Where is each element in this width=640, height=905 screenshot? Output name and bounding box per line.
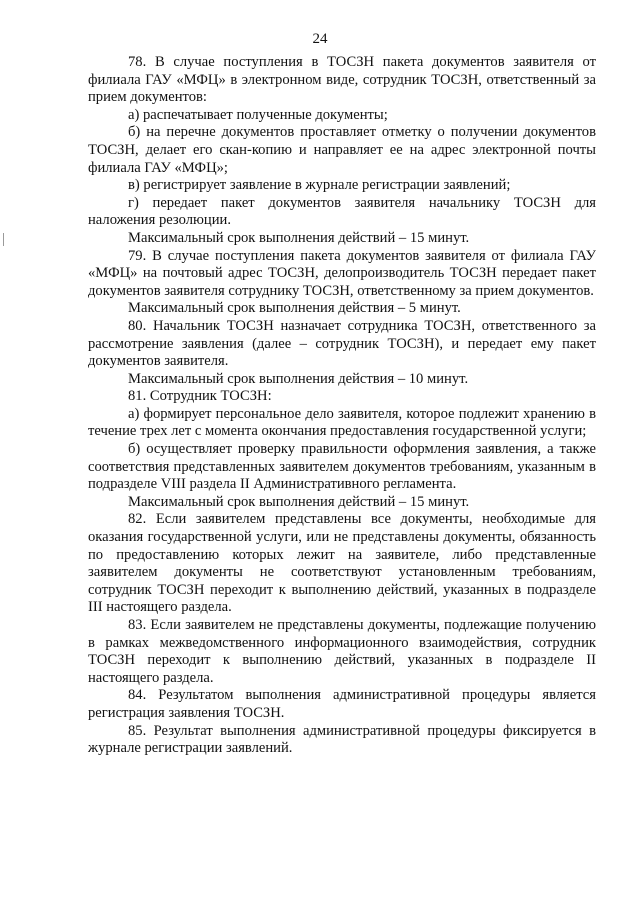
paragraph-79: 79. В случае поступления пакета документов заявителя от филиала ГАУ «МФЦ» на почтовый адрес ТОСЗН, делопроизводитель ТОСЗН передает пакет документов заявителя сотруднику ТОСЗН, ответственному за прием документов. (88, 247, 596, 299)
paragraph-78-v: в) регистрирует заявление в журнале регистрации заявлений; (128, 177, 511, 194)
paragraph-78: 78. В случае поступления в ТОСЗН пакета документов заявителя от филиала ГАУ «МФЦ» в электронном виде, сотрудник ТОСЗН, ответственный за прием документов: (88, 54, 596, 106)
paragraph-84: 84. Результатом выполнения административной процедуры является регистрация заявления ТОСЗН. (88, 687, 596, 721)
max-time-79: Максимальный срок выполнения действия – 5 минут. (128, 300, 461, 317)
max-time-81: Максимальный срок выполнения действий – 15 минут. (128, 493, 470, 510)
paragraph-78-b: б) на перечне документов проставляет отметку о получении документов ТОСЗН, делает его скан-копию и направляет ее на адрес электронной почты филиала ГАУ «МФЦ»; (88, 124, 596, 176)
paragraph-80: 80. Начальник ТОСЗН назначает сотрудника ТОСЗН, ответственного за рассмотрение заявления (далее – сотрудник ТОСЗН), и передает ему пакет документов заявителя. (88, 317, 596, 370)
paragraph-78-g: г) передает пакет документов заявителя начальнику ТОСЗН для наложения резолюции. (88, 194, 596, 229)
paragraph-81-b: б) осуществляет проверку правильности оформления заявления, а также соответствия представленных заявителем документов требованиям, указанным в подразделе VIII раздела II Административного регламента. (88, 441, 596, 493)
paragraph-85: 85. Результат выполнения административной процедуры фиксируется в журнале регистрации заявлений. (88, 722, 596, 757)
max-time-78: Максимальный срок выполнения действий – 15 минут. (128, 229, 470, 246)
page-number: 24 (312, 31, 328, 47)
max-time-80: Максимальный срок выполнения действия – 10 минут. (128, 370, 469, 387)
document-body (88, 54, 596, 758)
scan-edge-mark (3, 233, 4, 246)
paragraph-78-a: а) распечатывает полученные документы; (128, 106, 388, 123)
paragraph-83: 83. Если заявителем не представлены документы, подлежащие получению в рамках межведомственного информационного взаимодействия, сотрудник ТОСЗН переходит к выполнению действий, указанных в подразделе II настоящего раздела. (88, 617, 596, 686)
paragraph-82: 82. Если заявителем представлены все документы, необходимые для оказания государственной услуги, или не представлены документы, обязанность по предоставлению которых лежит на заявителе, либо представленные заявителем документы не соответствуют установленным требованиям, сотрудник ТОСЗН переходит к выполнению действий, указанных в подразделе III настоящего раздела. (88, 511, 596, 616)
paragraph-81: 81. Сотрудник ТОСЗН: (128, 388, 272, 405)
paragraph-81-a: а) формирует персональное дело заявителя, которое подлежит хранению в течение трех лет с момента окончания предоставления государственной услуги; (88, 405, 596, 440)
